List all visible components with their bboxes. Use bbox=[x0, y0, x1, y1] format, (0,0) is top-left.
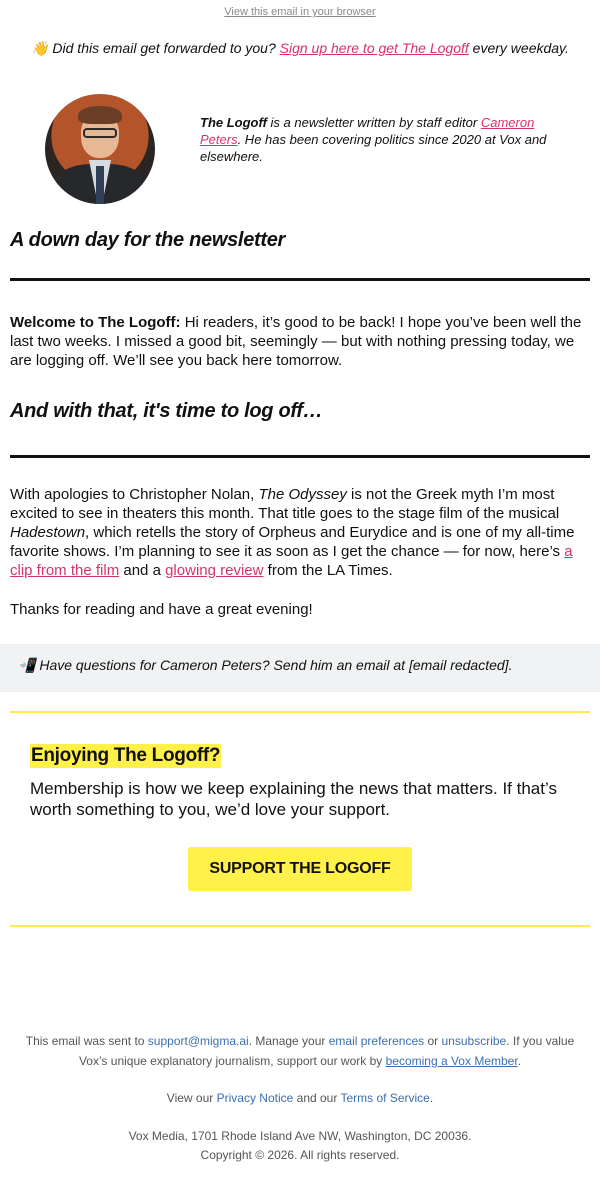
footer-address: Vox Media, 1701 Rhode Island Ave NW, Washington, DC 20036. bbox=[128, 1129, 472, 1143]
view-in-browser-link[interactable]: View this email in your browser bbox=[224, 6, 376, 18]
membership-top-rule bbox=[10, 711, 590, 713]
film-title-hadestown: Hadestown bbox=[10, 524, 86, 541]
membership-title: Enjoying The Logoff? bbox=[31, 745, 221, 766]
welcome-paragraph bbox=[10, 313, 590, 370]
footer-text: . bbox=[517, 1054, 522, 1068]
footer-text: View our bbox=[166, 1091, 214, 1105]
bio-suffix: . He has been covering politics since 2020 at Vox and elsewhere. bbox=[200, 132, 547, 164]
questions-callout bbox=[0, 644, 600, 692]
paragraph-text: and a bbox=[123, 562, 161, 579]
membership-bottom-rule bbox=[10, 925, 590, 927]
vox-member-link[interactable]: becoming a Vox Member bbox=[385, 1054, 518, 1068]
unsubscribe-link[interactable]: unsubscribe bbox=[441, 1034, 507, 1048]
welcome-lead: Welcome to The Logoff: bbox=[10, 314, 181, 331]
signup-link[interactable]: Sign up here to get The Logoff bbox=[279, 40, 469, 56]
recipient-email-link[interactable]: support@migma.ai bbox=[147, 1034, 249, 1048]
hadestown-paragraph bbox=[10, 485, 590, 580]
forwarded-notice bbox=[0, 40, 600, 57]
bio-prefix: is a newsletter written by staff editor bbox=[270, 115, 478, 130]
welcome-text: Hi readers, it’s good to be back! I hope you’ve been well the last two weeks. I missed a good bit, seemingly — but with nothing pressing today, we are logging off. We’ll see you back here tomorrow. bbox=[10, 314, 582, 369]
questions-text: Have questions for Cameron Peters? Send him an email at [email redacted]. bbox=[39, 657, 513, 673]
waving-hand-emoji-icon: 👋 bbox=[31, 40, 49, 56]
section-divider bbox=[10, 455, 590, 458]
section-heading-down-day: A down day for the newsletter bbox=[10, 229, 286, 251]
footer-text: or bbox=[427, 1034, 439, 1048]
paragraph-text: With apologies to Christopher Nolan, bbox=[10, 486, 255, 503]
review-link[interactable]: glowing review bbox=[165, 562, 264, 579]
author-name-link[interactable]: Cameron Peters bbox=[200, 115, 535, 147]
footer-copyright: Copyright © 2026. All rights reserved. bbox=[200, 1148, 400, 1162]
author-avatar bbox=[45, 94, 155, 204]
terms-of-service-link[interactable]: Terms of Service bbox=[340, 1091, 430, 1105]
footer-text: and our bbox=[296, 1091, 338, 1105]
footer-text: . bbox=[429, 1091, 434, 1105]
film-clip-link[interactable]: a clip from the film bbox=[10, 543, 573, 579]
section-heading-log-off: And with that, it's time to log off… bbox=[10, 400, 323, 422]
phone-icon: 📲 bbox=[18, 657, 36, 673]
forward-prefix-text: Did this email get forwarded to you? bbox=[52, 40, 276, 56]
section-divider bbox=[10, 278, 590, 281]
footer-text: This email was sent to bbox=[25, 1034, 145, 1048]
membership-body: Membership is how we keep explaining the news that matters. If that’s worth something to you, we’d love your support. bbox=[30, 779, 557, 819]
sign-off-paragraph: Thanks for reading and have a great evening! bbox=[10, 601, 313, 618]
film-title-odyssey: The Odyssey bbox=[258, 486, 347, 503]
footer-text: . If you value Vox’s unique explanatory journalism, support our work by bbox=[78, 1034, 575, 1068]
paragraph-text: , which retells the story of Orpheus and Eurydice and is one of my all-time favorite shows. I’m planning to see it as soon as I get the chance — for now, here’s bbox=[10, 524, 575, 560]
forward-suffix-text: every weekday. bbox=[472, 40, 569, 56]
support-button[interactable]: SUPPORT THE LOGOFF bbox=[188, 847, 412, 891]
paragraph-text: from the LA Times. bbox=[267, 562, 393, 579]
footer-legal bbox=[0, 1088, 600, 1108]
paragraph-text: is not the Greek myth I’m most excited to see in theaters this month. That title goes to the stage film of the musical bbox=[10, 486, 560, 522]
email-preferences-link[interactable]: email preferences bbox=[328, 1034, 425, 1048]
author-bio bbox=[200, 114, 570, 165]
footer-text: . Manage your bbox=[248, 1034, 326, 1048]
privacy-notice-link[interactable]: Privacy Notice bbox=[216, 1091, 294, 1105]
newsletter-name: The Logoff bbox=[200, 115, 267, 130]
footer-notice bbox=[0, 1031, 600, 1071]
